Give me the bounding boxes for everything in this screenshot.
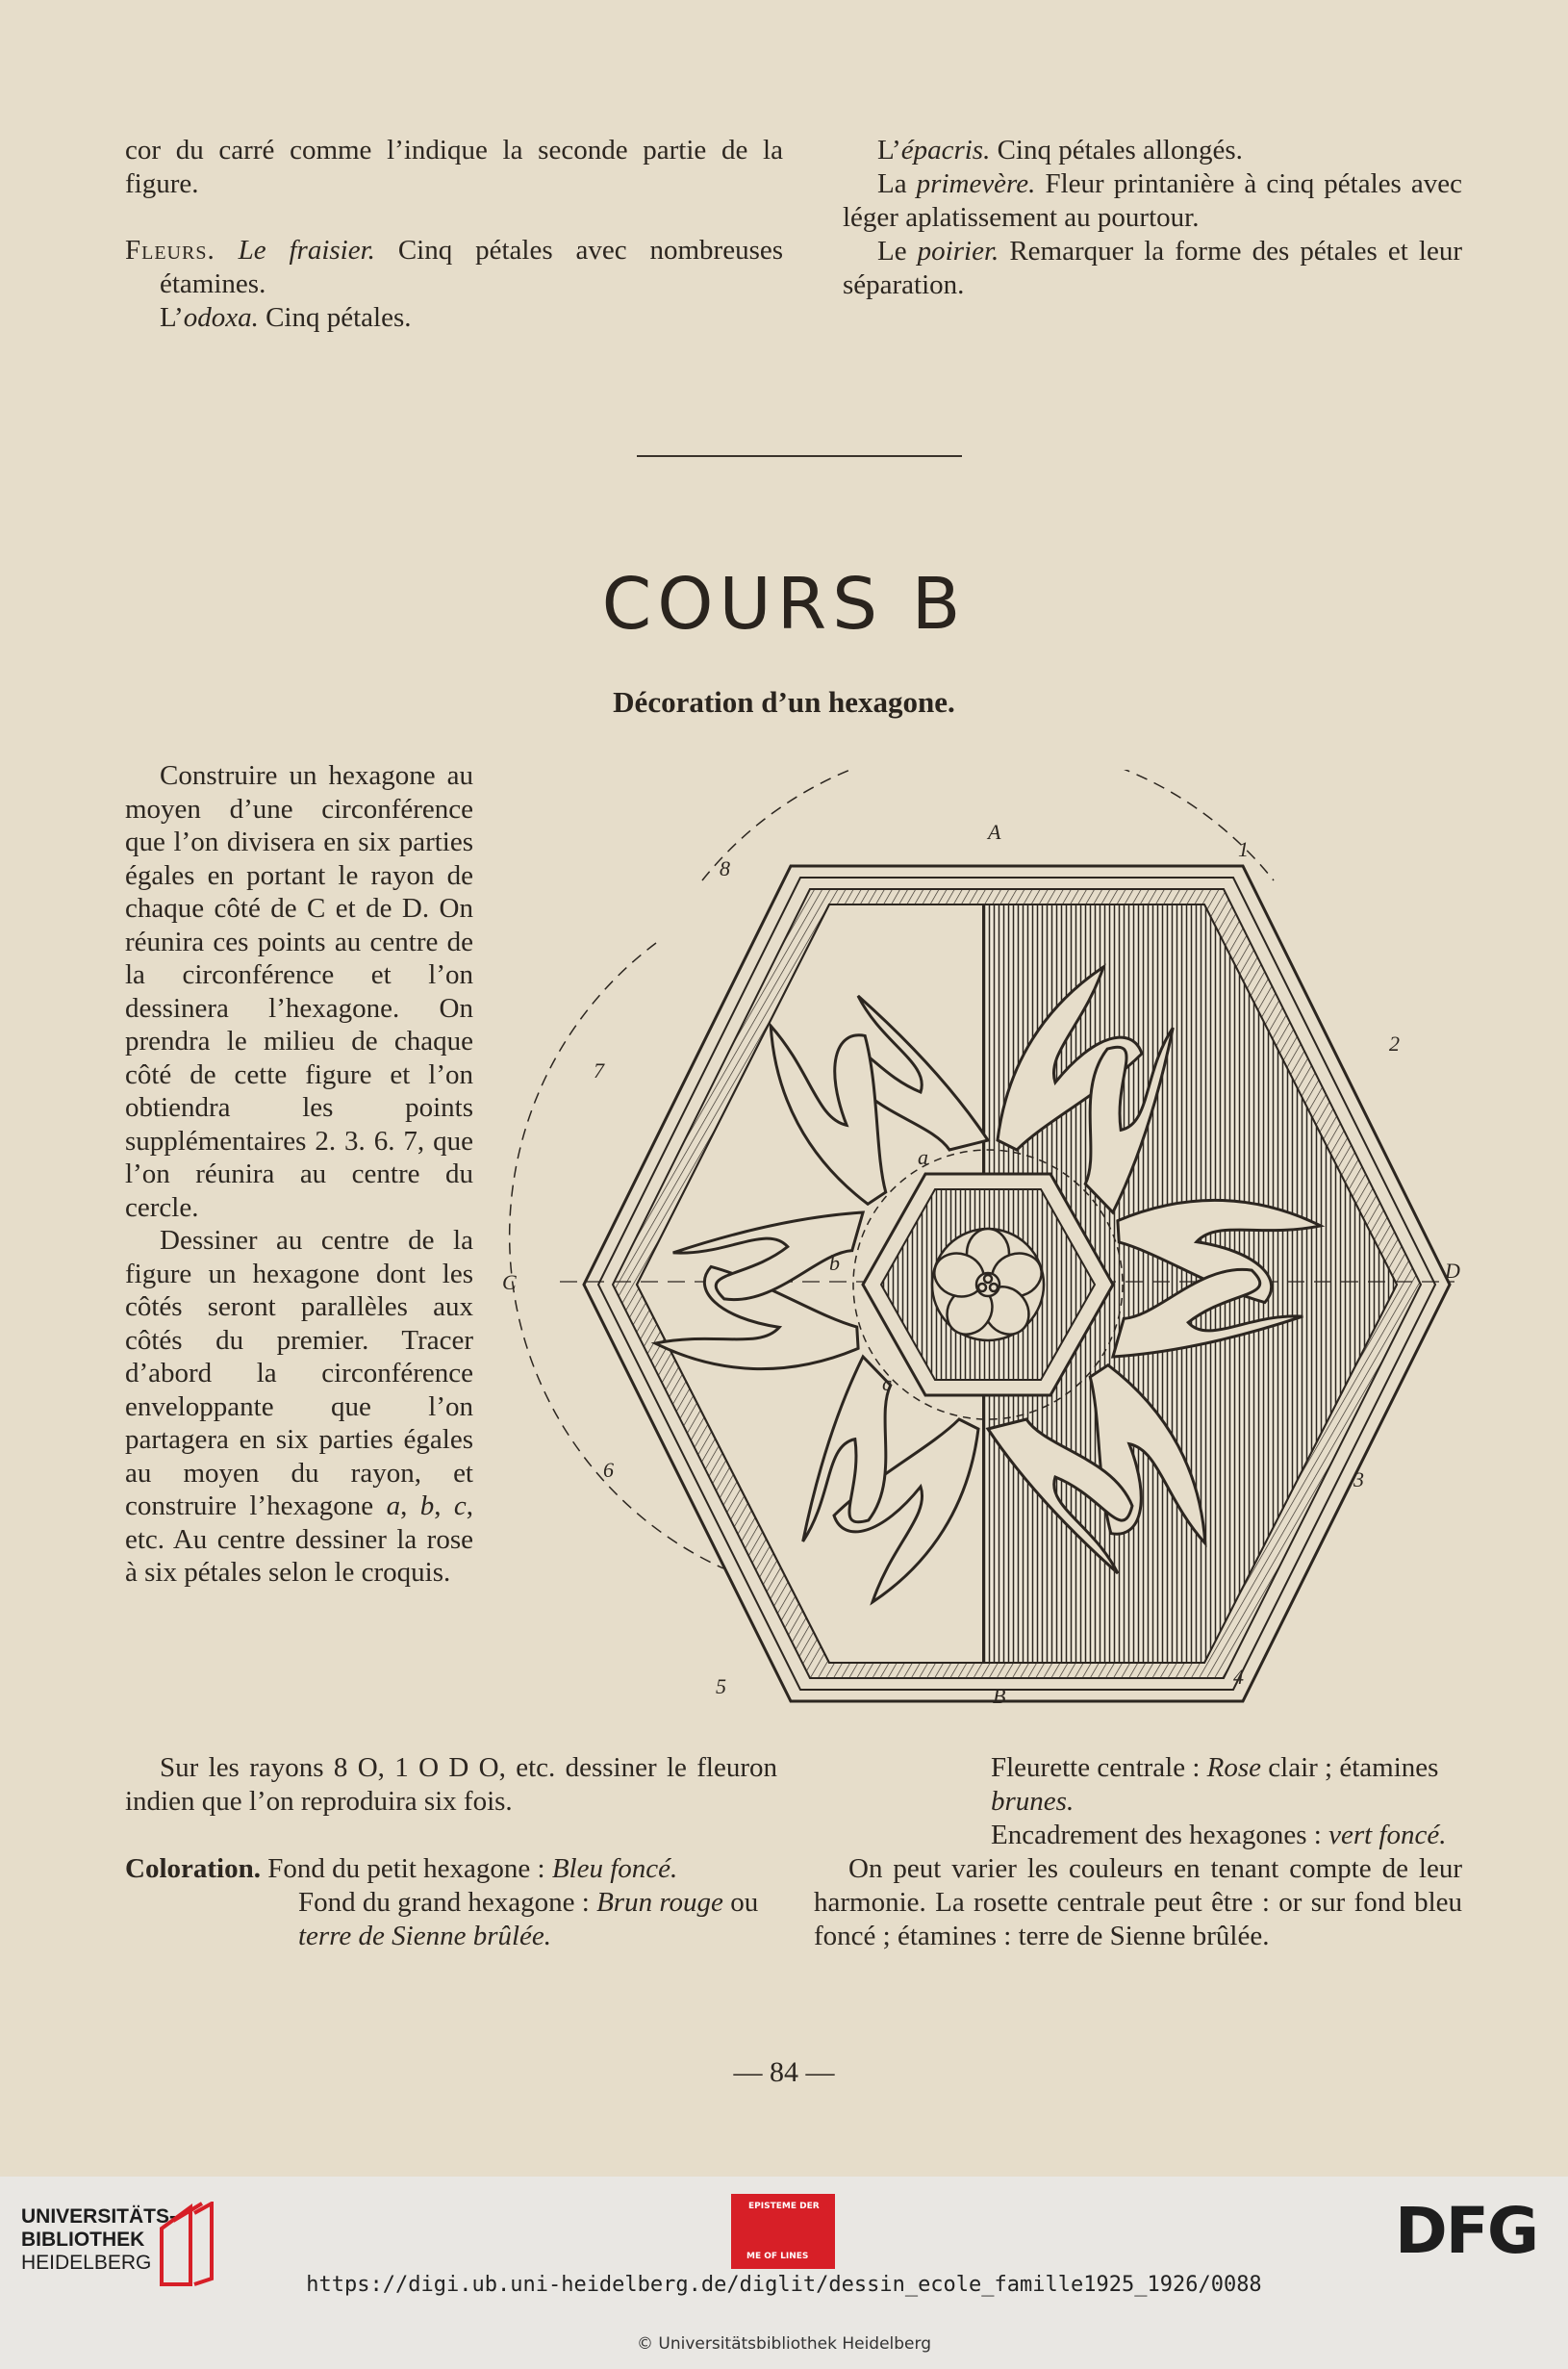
primevere-text: Fleur printanière à cinq pétales avec léger aplatissement au pourtour. bbox=[843, 168, 1462, 233]
top-left-column bbox=[125, 134, 783, 335]
center-hexagon-text: Dessiner au centre de la figure un hexagone dont les côtés seront parallèles aux côtés du premier. Tracer d’abord la circonférence enveloppante que l’on partagera en six parties égales au moyen du rayon, et construire l’hexagone bbox=[125, 1225, 473, 1521]
label-D: D bbox=[1445, 1259, 1460, 1283]
fleurette-color: Rose bbox=[1206, 1752, 1262, 1783]
section-divider bbox=[637, 455, 962, 457]
point-a: a bbox=[386, 1490, 401, 1521]
coloration-label: Coloration. bbox=[125, 1853, 261, 1884]
label-7: 7 bbox=[594, 1058, 604, 1083]
epacris-prefix: L’ bbox=[877, 135, 901, 166]
permalink-url[interactable]: https://digi.ub.uni-heidelberg.de/diglit/dessin_ecole_famille1925_1926/0088 bbox=[306, 2273, 1262, 2297]
poirier-prefix: Le bbox=[877, 236, 918, 267]
intro-paragraph: cor du carré comme l’indique la seconde partie de la figure. bbox=[125, 135, 783, 199]
petit-hexagone-line bbox=[125, 1852, 783, 1886]
center-hexagon-paragraph: Dessiner au centre de la figure un hexagone dont les côtés seront parallèles aux côtés du premier. Tracer d’abord la circonférence enveloppante que l’on partagera en six parties égales au moyen du rayon, et construire l’hexagone a, b, c, etc. Au centre dessiner la rose à six pétales selon le croquis. bbox=[125, 1225, 474, 1588]
fleurette-text: Fleurette centrale : bbox=[991, 1752, 1207, 1783]
label-A: A bbox=[988, 820, 1001, 844]
fraisier-text: Cinq pétales avec nombreuses étamines. bbox=[160, 235, 784, 299]
grand-hexagone-color2: terre de Sienne brûlée. bbox=[298, 1921, 552, 1951]
grand-hexagone-color1: Brun rouge bbox=[596, 1887, 723, 1918]
fraisier-name: Le fraisier. bbox=[238, 235, 375, 266]
label-b: b bbox=[829, 1251, 840, 1275]
odoxa-text: Cinq pétales. bbox=[258, 302, 412, 333]
varier-paragraph: On peut varier les couleurs en tenant compte de leur harmonie. La rosette centrale peut être : or sur fond bleu foncé ; étamines : terre de Sienne brûlée. bbox=[814, 1853, 1462, 1951]
label-1: 1 bbox=[1238, 837, 1249, 861]
label-c: c bbox=[882, 1371, 892, 1395]
episteme-logo[interactable] bbox=[731, 2194, 835, 2269]
label-6: 6 bbox=[603, 1458, 614, 1482]
episteme-logo-bottom: ME OF LINES bbox=[746, 2252, 809, 2261]
grand-hexagone-or: ou bbox=[722, 1887, 759, 1918]
library-logo[interactable] bbox=[21, 2205, 176, 2275]
epacris-text: Cinq pétales allongés. bbox=[990, 135, 1243, 166]
page-title: COURS B bbox=[601, 563, 967, 646]
label-2: 2 bbox=[1389, 1032, 1400, 1056]
library-name-line2: BIBLIOTHEK bbox=[21, 2229, 145, 2251]
odoxa-prefix: L’ bbox=[160, 302, 184, 333]
label-4: 4 bbox=[1233, 1665, 1244, 1689]
instructions-column bbox=[125, 759, 473, 1590]
label-C: C bbox=[502, 1270, 517, 1294]
rayons-paragraph: Sur les rayons 8 O, 1 O D O, etc. dessiner le fleuron indien que l’on reproduira six fois. bbox=[125, 1752, 777, 1817]
construction-paragraph: Construire un hexagone au moyen d’une circonférence que l’on divisera en six parties égales en portant le rayon de chaque côté de C et de D. On réunira ces points au centre de la circonférence et l’on dessinera l’hexagone. On prendra le milieu de chaque côté de cette figure et l’on obtiendra les points supplémentaires 2. 3. 6. 7, que l’on réunira au centre du cercle. bbox=[125, 760, 473, 1223]
epacris-paragraph bbox=[843, 134, 1462, 167]
primevere-prefix: La bbox=[877, 168, 917, 199]
odoxa-name: odoxa. bbox=[183, 302, 259, 333]
bottom-right-column bbox=[814, 1751, 1462, 1953]
page-number: — 84 — bbox=[733, 2056, 835, 2088]
label-B: B bbox=[993, 1684, 1006, 1708]
petit-hexagone-color: Bleu foncé. bbox=[551, 1853, 678, 1884]
poirier-paragraph bbox=[843, 235, 1462, 302]
fleurette-rest: clair ; étamines bbox=[1261, 1752, 1439, 1783]
point-b: b bbox=[419, 1490, 435, 1521]
encadrement-line bbox=[814, 1819, 1462, 1852]
fleurs-paragraph bbox=[125, 234, 783, 301]
fleurette-line bbox=[814, 1751, 1462, 1819]
encadrement-color: vert foncé. bbox=[1328, 1820, 1447, 1850]
copyright-notice: © Universitätsbibliothek Heidelberg bbox=[636, 2334, 931, 2354]
primevere-name: primevère. bbox=[916, 168, 1036, 199]
fleurs-label: Fleurs. bbox=[125, 235, 215, 266]
label-3: 3 bbox=[1353, 1467, 1364, 1491]
poirier-text: Remarquer la forme des pétales et leur séparation. bbox=[843, 236, 1462, 300]
epacris-name: épacris. bbox=[900, 135, 991, 166]
episteme-logo-top: EPISTEME DER bbox=[748, 2202, 820, 2211]
hexagon-figure bbox=[502, 770, 1464, 1713]
label-5: 5 bbox=[716, 1674, 726, 1698]
library-name-line1: UNIVERSITÄTS- bbox=[21, 2205, 177, 2228]
point-c: c bbox=[453, 1490, 467, 1521]
fleurette-brunes: brunes. bbox=[991, 1786, 1075, 1817]
grand-hexagone-line bbox=[298, 1886, 783, 1953]
coloration-block bbox=[125, 1852, 783, 1953]
poirier-name: poirier. bbox=[917, 236, 999, 267]
label-8: 8 bbox=[720, 856, 730, 880]
library-name-line3: HEIDELBERG bbox=[21, 2252, 152, 2274]
top-right-column bbox=[843, 134, 1462, 302]
grand-hexagone-text: Fond du grand hexagone : bbox=[298, 1887, 597, 1918]
page-subtitle: Décoration d’un hexagone. bbox=[613, 685, 955, 719]
center-hexagon-text-end: etc. Au centre dessiner la rose à six pétales selon le croquis. bbox=[125, 1523, 473, 1588]
encadrement-text: Encadrement des hexagones : bbox=[991, 1820, 1329, 1850]
label-a: a bbox=[918, 1145, 928, 1169]
primevere-paragraph bbox=[843, 167, 1462, 235]
odoxa-paragraph bbox=[125, 301, 783, 335]
petit-hexagone-text: Fond du petit hexagone : bbox=[260, 1853, 552, 1884]
dfg-logo[interactable]: DFG bbox=[1395, 2194, 1538, 2268]
